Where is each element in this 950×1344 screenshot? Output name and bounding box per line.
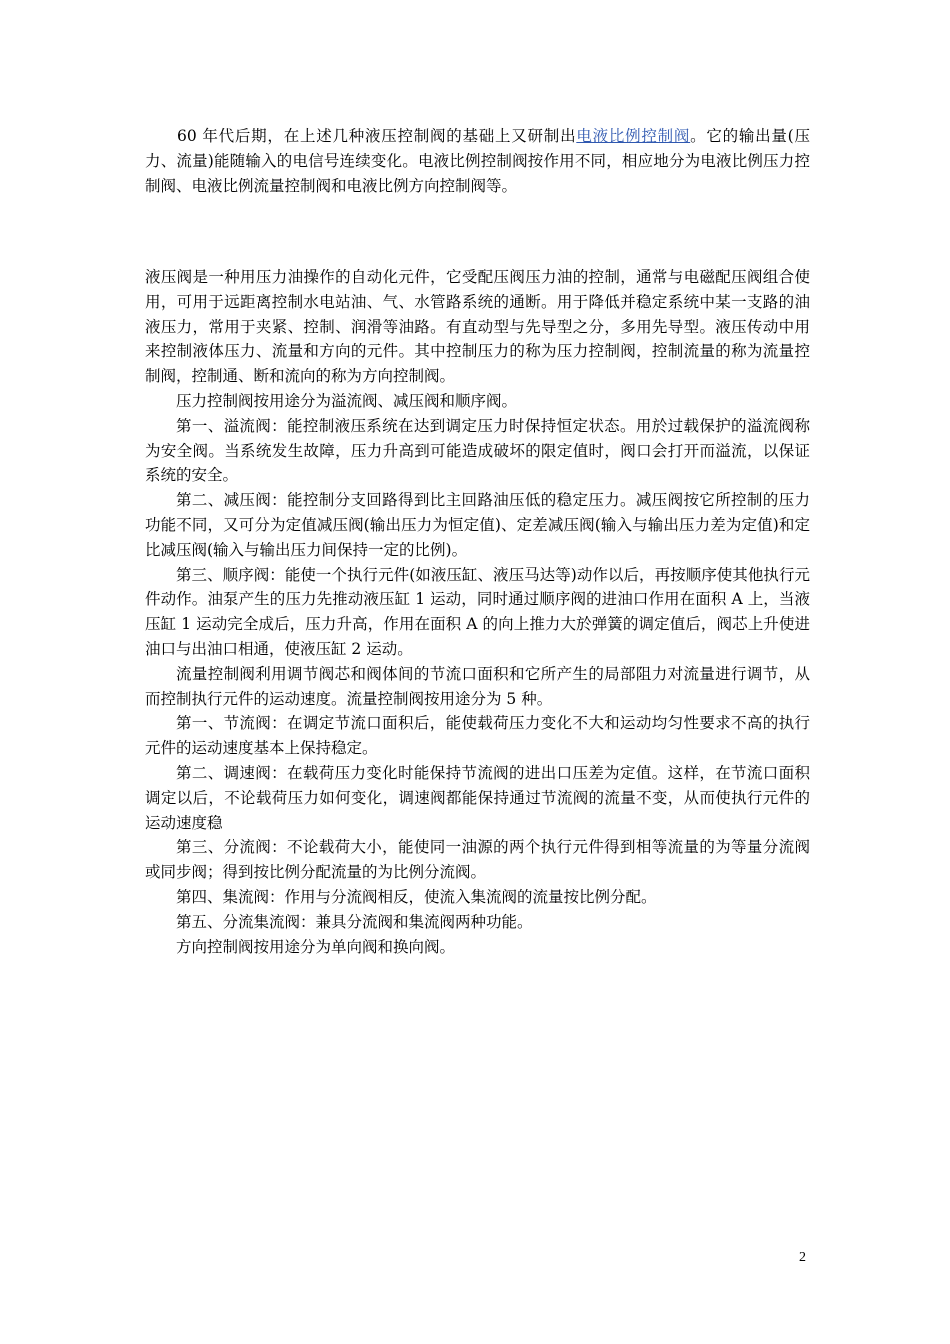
paragraph-flow-combiner-valve: 第四、集流阀：作用与分流阀相反，使流入集流阀的流量按比例分配。 — [176, 887, 657, 906]
paragraph-flow-control-overview: 流量控制阀利用调节阀芯和阀体间的节流口面积和它所产生的局部阻力对流量进行调节，从而控制执行元件的运动速度。流量控制阀按用途分为 5 种。 — [145, 664, 810, 708]
paragraph-flow-divider-valve: 第三、分流阀：不论载荷大小，能使同一油源的两个执行元件得到相等流量的为等量分流阀或同步阀；得到按比例分配流量的为比例分流阀。 — [145, 838, 810, 882]
paragraph-reducing-valve: 第二、减压阀：能控制分支回路得到比主回路油压低的稳定压力。减压阀按它所控制的压力功能不同，又可分为定值减压阀(输出压力为恒定值)、定差减压阀(输入与输出压力差为定值)和定比减压阀(输入与输出压力间保持一定的比例)。 — [145, 491, 810, 559]
intro-section — [145, 124, 810, 199]
paragraph-hydraulic-valve-overview: 液压阀是一种用压力油操作的自动化元件，它受配压阀压力油的控制，通常与电磁配压阀组合使用，可用于远距离控制水电站油、气、水管路系统的通断。用于降低并稳定系统中某一支路的油液压力，常用于夹紧、控制、润滑等油路。有直动型与先导型之分，多用先导型。液压传动中用来控制液体压力、流量和方向的元件。其中控制压力的称为压力控制阀，控制流量的称为流量控制阀，控制通、断和流向的称为方向控制阀。 — [145, 268, 810, 386]
paragraph-pressure-control-types: 压力控制阀按用途分为溢流阀、减压阀和顺序阀。 — [176, 391, 518, 410]
paragraph-sequence-valve: 第三、顺序阀：能使一个执行元件(如液压缸、液压马达等)动作以后，再按顺序使其他执行元件动作。油泵产生的压力先推动液压缸 1 运动，同时通过顺序阀的进油口作用在面积 A 上，当液压缸 1 运动完全成后，压力升高，作用在面积 A 的向上推力大於弹簧的调定值后，阀芯上升使进油口与出油口相通，使液压缸 2 运动。 — [145, 565, 810, 658]
paragraph-relief-valve: 第一、溢流阀：能控制液压系统在达到调定压力时保持恒定状态。用於过载保护的溢流阀称为安全阀。当系统发生故障，压力升高到可能造成破坏的限定值时，阀口会打开而溢流，以保证系统的安全。 — [145, 416, 810, 485]
intro-paragraph — [145, 124, 810, 199]
intro-text-before-link: 60 年代后期，在上述几种液压控制阀的基础上又研制出 — [177, 127, 577, 145]
paragraph-divider-combiner-valve: 第五、分流集流阀：兼具分流阀和集流阀两种功能。 — [176, 912, 533, 931]
paragraph-throttle-valve: 第一、节流阀：在调定节流口面积后，能使载荷压力变化不大和运动均匀性要求不高的执行元件的运动速度基本上保持稳定。 — [145, 714, 810, 758]
page-number: 2 — [799, 1250, 806, 1265]
main-body — [145, 265, 810, 959]
paragraph-directional-control: 方向控制阀按用途分为单向阀和换向阀。 — [176, 937, 456, 956]
intro-text-after-link: 。它的输出量(压力、流量)能随输入的电信号连续变化。电液比例控制阀按作用不同，相应地分为电液比例压力控制阀、电液比例流量控制阀和电液比例方向控制阀等。 — [145, 127, 810, 195]
paragraph-speed-control-valve: 第二、调速阀：在载荷压力变化时能保持节流阀的进出口压差为定值。这样，在节流口面积调定以后，不论载荷压力如何变化，调速阀都能保持通过节流阀的流量不变，从而使执行元件的运动速度稳 — [145, 763, 810, 832]
electro-hydraulic-proportional-valve-link[interactable]: 电液比例控制阀 — [576, 127, 691, 145]
